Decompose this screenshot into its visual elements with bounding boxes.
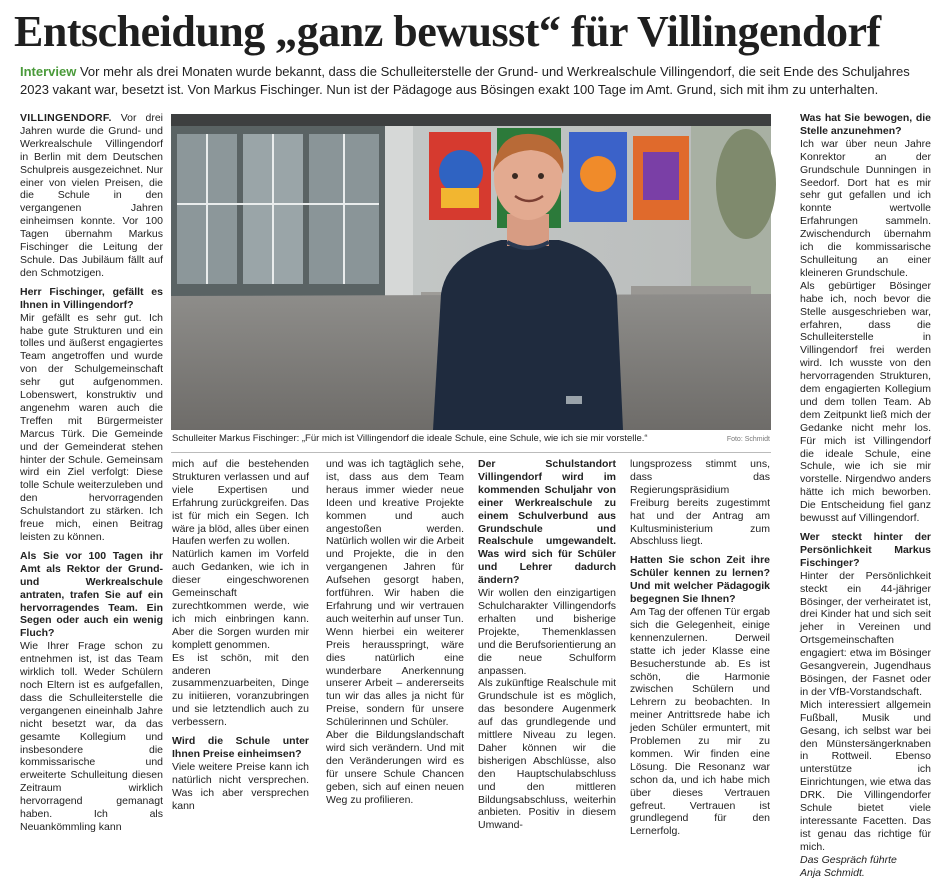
author-signature <box>800 854 931 879</box>
answer: Am Tag der offenen Tür ergab sich die Gelegenheit, einige kennenzulernen. Derweil statte ich jeder Klasse eine Besucherstunde ab. Es ist schön, die Harmonie zwischen Schülern und Lehrern zu beobachten. In meiner Antrittsrede habe ich jeden Schüler ermuntert, mit Problemen zu mir zu kommen. Wir finden eine Lösung. Die Resonanz war schon da, und ich habe mich über dieses Vertrauen gefreut. Vertrauen ist grundlegend für den Lernerfolg. <box>630 605 770 838</box>
answer: und was ich tagtäglich sehe, ist, dass aus dem Team heraus immer wieder neue Ideen und kreative Projekte kommen und auch angestoßen werden. Natürlich wollen wir die Arbeit und Projekte, die in den vergangenen Jahren für Aufsehen gesorgt haben, fortführen. Wir haben die Erfahrung und wir vertrauen auch weiterhin auf unser Tun. <box>326 458 464 625</box>
column-left <box>20 112 163 833</box>
intro-paragraph <box>20 63 935 99</box>
article-photo <box>171 114 771 430</box>
photo-caption <box>172 433 770 445</box>
answer: Mir gefällt es sehr gut. Ich habe gute Strukturen und ein tolles und äußerst engagiertes Team angetroffen und wurde von der Schulgemeinschaft sehr gut aufgenommen. Lobenswert, konstruktiv und angenehm waren auch die Treffen mit Bürgermeister Marcus Türk. Die Gemeinde und der Gemeinderat stehen hinter der Schule. Gemeinsam wird ein Ziel verfolgt: Diese tolle Schule weiterzuleben und den hervorragenden Schulstandort zu stärken. Ich freue mich, einen Beitrag leisten zu können. <box>20 311 163 543</box>
column-lower-3 <box>478 458 616 832</box>
answer: Wir wollen den einzigartigen Schulcharakter Villingendorfs erhalten und bisherige Projekte, Themenklassen und die Berufsorientierung an die neue Schulform anpassen. <box>478 587 616 677</box>
signature-line-2: Anja Schmidt. <box>800 866 865 879</box>
column-lower-4 <box>630 458 770 838</box>
question: Herr Fischinger, gefällt es Ihnen in Villingendorf? <box>20 285 163 311</box>
answer: Hinter der Persönlichkeit steckt ein 44-jähriger Bösinger, der verheiratet ist, drei Kinder hat und sich seit jeher in Vereinen und Ortsgemeinschaften engagiert: etwa im Bösinger Gesangverein, Jugendhaus Bösingen, der Fasnet oder in der VfB-Vorstandschaft. <box>800 569 931 698</box>
answer: Ich war über neun Jahre Konrektor an der Grundschule Dunningen in Seedorf. Dort hat es mir sehr gut gefallen und ich konnte wertvolle Erfahrungen sammeln. Zwischendurch übernahm ich die kommissarische Schulleitung an einer kleineren Grundschule. <box>800 137 931 279</box>
question: Was hat Sie bewogen, die Stelle anzunehmen? <box>800 112 931 137</box>
intro-text: Vor mehr als drei Monaten wurde bekannt, dass die Schulleiterstelle der Grund- und Werkrealschule Villingendorf, die seit Ende des Schuljahres 2023 vakant war, besetzt ist. Von Markus Fischinger. Nun ist der Pädagoge aus Bösingen exakt 100 Tage im Amt. Grund, sich mit ihm zu unterhalten. <box>20 64 910 97</box>
answer: Mich interessiert allgemein Fußball, Musik und Gesang, ich selbst war bei den Münstersängerknaben in Rottweil. Ebenso unterstütze ich Einrichtungen, wie etwa das DRK. Die Villingendorfer Schule bietet viele interessante Facetten. Das ist genau das richtige für mich. <box>800 698 931 853</box>
photo-illustration <box>171 114 771 430</box>
answer: Aber die Bildungslandschaft wird sich verändern. Und mit den Veränderungen wird es für unsere Schule Chancen geben, sich auf einen neuen Weg zu profilieren. <box>326 729 464 806</box>
question: Wer steckt hinter der Persönlichkeit Markus Fischinger? <box>800 531 931 569</box>
answer: Wenn hierbei ein weiterer Preis herausspringt, wäre dies natürlich eine wunderbare Anerkennung unserer Arbeit – andererseits tun wir das alles ja nicht für Preise, sondern für unsere Schülerinnen und Schüler. <box>326 625 464 729</box>
column-lower-2 <box>326 458 464 806</box>
question: Als Sie vor 100 Tagen ihr Amt als Rektor der Grund- und Werkrealschule antraten, trafen Sie auf ein hervorragendes Team. Ein Segen oder auch ein wenig Fluch? <box>20 549 163 640</box>
lead-text: Vor drei Jahren wurde die Grund- und Werkrealschule Villingendorf in Berlin mit dem Deutschen Schulpreis ausgezeichnet. Nur einer von vielen Preisen, die die Schule in den vergangenen Jahren einheimsen konnte. Vor 100 Tagen übernahm Markus Fischinger die Leitung der Schule. Das Jubiläum fällt auf den Schmotzigen. <box>20 112 163 279</box>
answer: Wie Ihrer Frage schon zu entnehmen ist, ist das Team wirklich toll. Weder Schülern noch Eltern ist es aufgefallen, dass die Schulleiterstelle die vergangenen eineinhalb Jahre nicht besetzt war, da das gesamte Kollegium und insbesondere die kommissarische und erweiterte Schulleitung diesen Zeitraum wirklich hervorragend gemanagt haben. Ich als Neuankömmling kann <box>20 640 163 833</box>
intro-kicker: Interview <box>20 64 77 79</box>
answer: Viele weitere Preise kann ich natürlich nicht versprechen. Was ich aber versprechen kann <box>172 760 309 812</box>
photo-credit: Foto: Schmidt <box>726 436 770 443</box>
answer: Es ist schön, mit den anderen zusammenzuarbeiten, Dinge zu initiieren, voranzubringen und sie letztendlich auch zu verbessern. <box>172 651 309 729</box>
column-right <box>800 112 931 879</box>
dateline: VILLINGENDORF. <box>20 112 112 124</box>
headline: Entscheidung „ganz bewusst“ für Villingendorf <box>14 7 881 56</box>
lead-paragraph <box>20 112 163 280</box>
signature-line-1: Das Gespräch führte <box>800 853 897 866</box>
answer: Als gebürtiger Bösinger habe ich, noch bevor die Stelle ausgeschrieben war, erfahren, dass die Schulleiterstelle in Villingendorf frei werden wird. Ich wusste von den hervorragenden Strukturen, dem engagierten Kollegium und dem tollen Team. Ab dem Zeitpunkt ließ mich der Gedanke nicht mehr los. Für mich ist Villingendorf die ideale Schule, eine Schule, wie ich sie mir vorstelle. Nirgendwo anders hätte ich mich beworben. Die Entscheidung fiel ganz bewusst auf Villingendorf. <box>800 279 931 525</box>
divider <box>171 452 771 453</box>
answer: Als zukünftige Realschule mit Grundschule ist es möglich, das besondere Augenmerk auf das grundlegende und mittlere Niveau zu legen. Daher können wir die bisherigen Abschlüsse, also den Hauptschulabschluss und den mittleren Bildungsabschluss, weiterhin anbieten. Positiv in diesem Umwand- <box>478 677 616 832</box>
column-lower-1 <box>172 458 309 812</box>
question: Der Schulstandort Villingendorf wird im kommenden Schuljahr von einer Werkrealschule zu einem Schulverbund aus Grundschule und Realschule umgewandelt. Was wird sich für Schüler und Lehrer dadurch ändern? <box>478 458 616 587</box>
caption-text: Schulleiter Markus Fischinger: „Für mich ist Villingendorf die ideale Schule, eine Schule, wie ich sie mir vorstelle.“ <box>172 433 648 444</box>
answer: mich auf die bestehenden Strukturen verlassen und auf viele Expertisen und Erfahrung zurückgreifen. Das ist für mich ein Segen. Ich wäre ja blöd, alles über einen Haufen werfen zu wollen. <box>172 458 309 548</box>
answer: Natürlich kamen im Vorfeld auch Gedanken, wie ich in dieser eingeschworenen Gemeinschaft zurechtkommen werde, wie ich mich einbringen kann. Aber die Sorgen wurden mir komplett genommen. <box>172 548 309 651</box>
answer: lungsprozess stimmt uns, dass das Regierungspräsidium Freiburg bereits zugestimmt hat und der Antrag am Kultusministerium zum Abschluss liegt. <box>630 458 770 548</box>
question: Hatten Sie schon Zeit ihre Schüler kennen zu lernen? Und mit welcher Pädagogik begegnen Sie Ihnen? <box>630 554 770 606</box>
question: Wird die Schule unter Ihnen Preise einheimsen? <box>172 735 309 760</box>
